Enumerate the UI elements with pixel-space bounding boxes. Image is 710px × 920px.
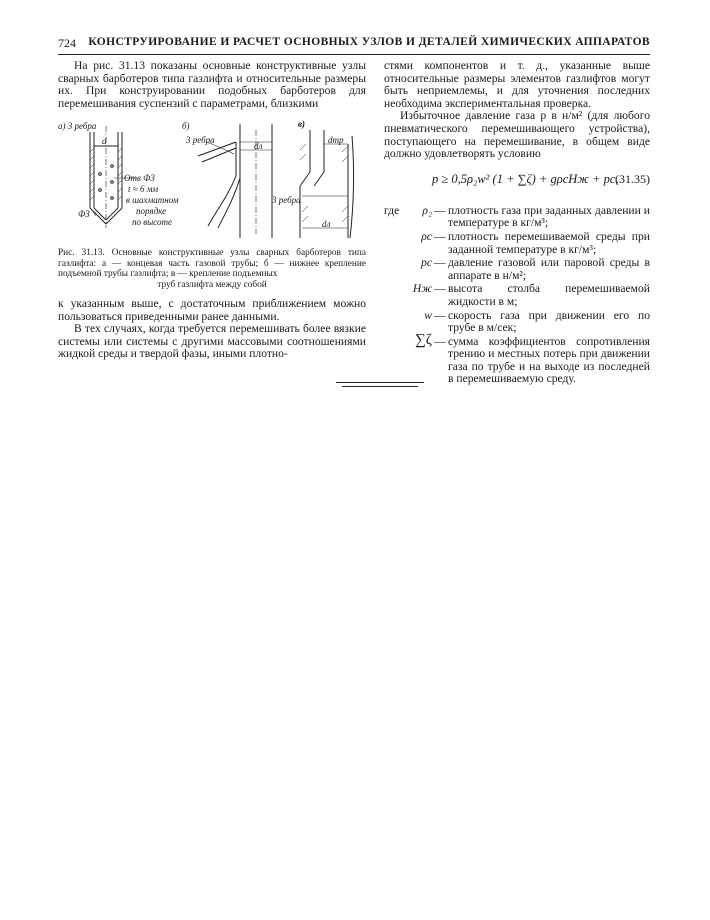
caption-text-end: труб газлифта между собой (157, 279, 267, 290)
figure-label-stagger: в шахматном (126, 195, 179, 206)
where-word: где (384, 203, 400, 217)
right-column (384, 60, 650, 387)
figure-label-dl-v: dл (322, 219, 331, 230)
tube-outline (208, 142, 236, 226)
hatching (342, 146, 348, 222)
figure-label-ribs-v: 3 ребра (272, 195, 301, 206)
hatching (118, 148, 122, 200)
definition-item (384, 257, 650, 282)
section-end-rule (336, 382, 424, 383)
definition-symbol: w (424, 308, 432, 322)
definition-item (384, 231, 650, 256)
definition-symbol: ρс (421, 229, 432, 243)
definition-text: плотность перемешиваемой среды при заданной температуре в кг/м³; (448, 229, 650, 256)
figure-label-holes: Отв Ф3 (124, 173, 155, 184)
figure-caption (58, 248, 366, 290)
definition-text: сумма коэффициентов сопротивления трению и местных потерь при движении газа по трубе и на выходе из последней в перемешиваемую среду. (448, 334, 650, 386)
hatching (300, 144, 308, 222)
definition-text: скорость газа при движении его по трубе в м/сек; (448, 308, 650, 335)
paragraph: к указанным выше, с достаточным приближением можно пользоваться приведенными ранее данными. (58, 297, 366, 323)
hatching (90, 148, 94, 200)
figure-label-ribs-b: 3 ребра (186, 135, 215, 146)
tube-outline (202, 148, 236, 162)
figure-label-pitch: t ≈ 6 мм (128, 184, 159, 195)
definition-text: давление газовой или паровой среды в аппарате в н/м²; (448, 256, 650, 282)
definition-text: высота столба перемешиваемой жидкости в м; (448, 282, 650, 308)
figure-label-height: по высоте (132, 217, 173, 228)
definition-dash: — (434, 334, 446, 348)
definition-symbol: Hж (412, 282, 432, 296)
definition-item (384, 310, 650, 335)
figure-label-dl-b: dл (254, 141, 263, 152)
definition-symbol: ∑ζ (415, 331, 432, 348)
definition-item (384, 205, 650, 230)
figure-label-dr-v: dтр (328, 135, 344, 146)
figure-panel-v-label: в) (298, 119, 306, 130)
running-title: КОНСТРУИРОВАНИЕ И РАСЧЕТ ОСНОВНЫХ УЗЛОВ И ДЕТАЛЕЙ ХИМИЧЕСКИХ АППАРАТОВ (88, 36, 650, 48)
hole (111, 165, 114, 168)
page-header (58, 36, 650, 55)
hole (111, 197, 114, 200)
pipe-tip-outer-right (106, 208, 122, 224)
hole (99, 189, 102, 192)
caption-text: Рис. 31.13. Основные конструктивные узлы сварных барботеров типа газлифта: а — концевая часть газовой трубы; б — нижнее крепление подъемной трубы газлифта; в — крепление подъемных (58, 248, 366, 280)
equation-number: (31.35) (615, 171, 650, 186)
tube-outline (300, 172, 310, 186)
formula: p ≥ 0,5ρ₂w² (1 + ∑ζ) + gρсHж + pс, (432, 171, 619, 186)
definitions-list (384, 205, 650, 386)
definition-symbol: ρ₂ (422, 203, 432, 217)
equation-31-35 (384, 169, 650, 195)
paragraph: Избыточное давление газа p в н/м² (для любого пневматического перемешивающего устройства), поступающего на перемешивание, в общем виде должно удовлетворять условию (384, 109, 650, 161)
hole (99, 173, 102, 176)
tube-outline (350, 136, 354, 238)
figure-label-order: порядке (136, 206, 167, 217)
paragraph: стями компонентов и т. д., указанные выше относительные размеры элементов газлифтов могут быть неприемлемы, и для уточнения последних необходима экспериментальная проверка. (384, 59, 650, 110)
definition-dash: — (434, 308, 446, 322)
paragraph: В тех случаях, когда требуется перемешивать более вязкие системы или системы с другими массовыми соотношениями жидкой среды и твердой фазы, иными плотно- (58, 322, 366, 361)
figure-31-13 (58, 116, 366, 244)
definition-dash: — (434, 229, 446, 243)
figure-label-f3: Ф3 (78, 209, 90, 220)
left-column (58, 60, 366, 361)
definition-dash: — (434, 282, 446, 296)
tube-outline (314, 172, 324, 186)
definition-item (384, 283, 650, 308)
section-end-rule (342, 386, 418, 387)
paragraph: На рис. 31.13 показаны основные конструктивные узлы сварных барботеров типа газлифта и относительные размеры их. При конструировании подобных барботеров для перемешивания суспензий с параметрами, близкими (58, 59, 366, 110)
definition-item (384, 331, 650, 386)
definition-text: плотность газа при заданных давлении и температуре в кг/м³; (448, 203, 650, 230)
definition-dash: — (434, 256, 446, 270)
page-number: 724 (58, 36, 76, 50)
figure-panel-a-label: а) 3 ребра (58, 121, 97, 132)
definition-symbol: pс (421, 256, 432, 270)
definition-dash: — (434, 203, 446, 217)
figure-label-d: d (102, 136, 107, 147)
hole (111, 181, 114, 184)
tube-outline (218, 142, 240, 228)
figure-panel-b-label: б) (182, 121, 190, 132)
